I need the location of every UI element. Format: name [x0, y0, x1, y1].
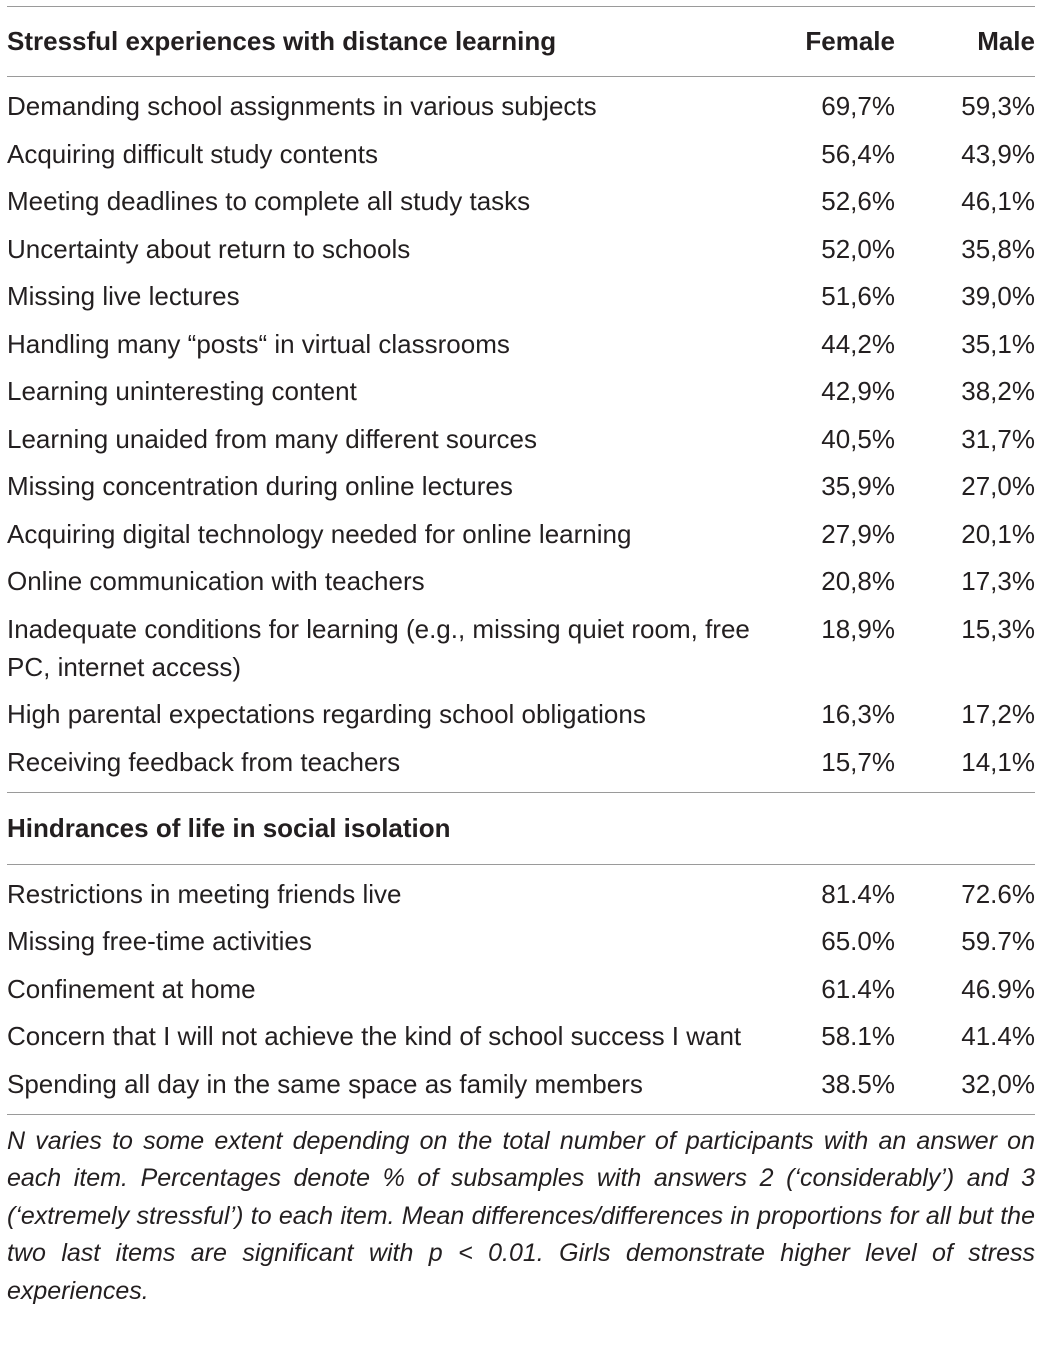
female-value: 61.4%: [821, 973, 895, 1004]
item-label: Missing live lectures: [7, 281, 240, 311]
table-row: [7, 922, 1035, 960]
male-value: 35,1%: [961, 328, 1035, 359]
section-header: [7, 7, 1035, 76]
column-header-female: Female: [805, 26, 895, 56]
item-label: Receiving feedback from teachers: [7, 746, 401, 777]
male-value: 72.6%: [961, 878, 1035, 909]
table-row: [7, 325, 1035, 363]
male-value: 41.4%: [961, 1021, 1035, 1051]
item-label: Handling many “posts“ in virtual classrooms: [7, 328, 510, 359]
table-row: [7, 743, 1035, 781]
table-row: [7, 695, 1035, 733]
item-label: High parental expectations regarding school obligations: [7, 699, 646, 729]
table-row: [7, 420, 1035, 458]
table-row: [7, 135, 1035, 173]
section-heading: Stressful experiences with distance learning: [7, 26, 557, 56]
male-value: 17,3%: [961, 566, 1035, 596]
table-row: [7, 875, 1035, 913]
male-value: 46.9%: [961, 973, 1035, 1004]
table-row: [7, 515, 1035, 553]
section-header: [7, 793, 1035, 864]
female-value: 16,3%: [821, 699, 895, 729]
female-value: 35,9%: [821, 471, 895, 501]
item-label: Learning uninteresting content: [7, 376, 357, 406]
item-label: Uncertainty about return to schools: [7, 233, 411, 264]
female-value: 65.0%: [821, 926, 895, 956]
table-row: [7, 970, 1035, 1008]
male-value: 20,1%: [961, 518, 1035, 549]
female-value: 81.4%: [821, 878, 895, 909]
item-label: Meeting deadlines to complete all study tasks: [7, 186, 531, 216]
female-value: 42,9%: [821, 376, 895, 406]
table-row: [7, 1017, 1035, 1055]
male-value: 43,9%: [961, 138, 1035, 169]
table-row: [7, 467, 1035, 505]
female-value: 51,6%: [821, 281, 895, 311]
female-value: 38.5%: [821, 1068, 895, 1099]
table-row: [7, 610, 1035, 686]
male-value: 15,3%: [961, 613, 1035, 644]
female-value: 56,4%: [821, 138, 895, 169]
section-social-isolation: [7, 793, 1035, 1114]
column-header-male: Male: [977, 26, 1035, 56]
male-value: 59,3%: [961, 91, 1035, 121]
table-footnote: N varies to some extent depending on the total number of participants with an answer on each item. Percentages denote % of subsamples with answers 2 (‘considerably’) and 3 (‘extremely stressful’) to each item. Mean differences/differences in proportions for all but the two last items are significant with p < 0.01. Girls demonstrate higher level of stress experiences.: [7, 1126, 1035, 1305]
female-value: 52,0%: [821, 233, 895, 264]
male-value: 38,2%: [961, 376, 1035, 406]
female-value: 69,7%: [821, 91, 895, 121]
table-row: [7, 87, 1035, 125]
female-value: 18,9%: [821, 613, 895, 644]
male-value: 59.7%: [961, 926, 1035, 956]
table-row: [7, 230, 1035, 268]
item-label: Online communication with teachers: [7, 566, 425, 596]
male-value: 17,2%: [961, 699, 1035, 729]
table-row: [7, 182, 1035, 220]
item-label: Missing concentration during online lectures: [7, 471, 513, 501]
female-value: 52,6%: [821, 186, 895, 216]
male-value: 32,0%: [961, 1068, 1035, 1099]
stress-table: [7, 6, 1035, 1310]
item-label: Concern that I will not achieve the kind of school success I want: [7, 1021, 742, 1051]
item-label: Spending all day in the same space as family members: [7, 1068, 643, 1099]
table-row: [7, 1065, 1035, 1103]
male-value: 35,8%: [961, 233, 1035, 264]
section-distance-learning: [7, 7, 1035, 792]
female-value: 40,5%: [821, 423, 895, 454]
section-heading: Hindrances of life in social isolation: [7, 812, 451, 843]
item-label: Confinement at home: [7, 973, 256, 1004]
female-value: 20,8%: [821, 566, 895, 596]
female-value: 15,7%: [821, 746, 895, 777]
male-value: 31,7%: [961, 423, 1035, 454]
item-label: Learning unaided from many different sources: [7, 423, 537, 454]
female-value: 44,2%: [821, 328, 895, 359]
item-label: Acquiring difficult study contents: [7, 138, 378, 169]
bottom-rule: [7, 1114, 1035, 1115]
section-body: [7, 77, 1035, 792]
item-label: Demanding school assignments in various subjects: [7, 91, 597, 121]
male-value: 27,0%: [961, 471, 1035, 501]
item-label: Inadequate conditions for learning (e.g., missing quiet room, free PC, internet access): [7, 613, 750, 682]
male-value: 46,1%: [961, 186, 1035, 216]
section-body: [7, 865, 1035, 1114]
item-label: Acquiring digital technology needed for online learning: [7, 518, 632, 549]
male-value: 14,1%: [961, 746, 1035, 777]
male-value: 39,0%: [961, 281, 1035, 311]
item-label: Missing free-time activities: [7, 926, 312, 956]
table-row: [7, 277, 1035, 315]
table-row: [7, 372, 1035, 410]
female-value: 58.1%: [821, 1021, 895, 1051]
table-row: [7, 562, 1035, 600]
female-value: 27,9%: [821, 518, 895, 549]
item-label: Restrictions in meeting friends live: [7, 878, 402, 909]
